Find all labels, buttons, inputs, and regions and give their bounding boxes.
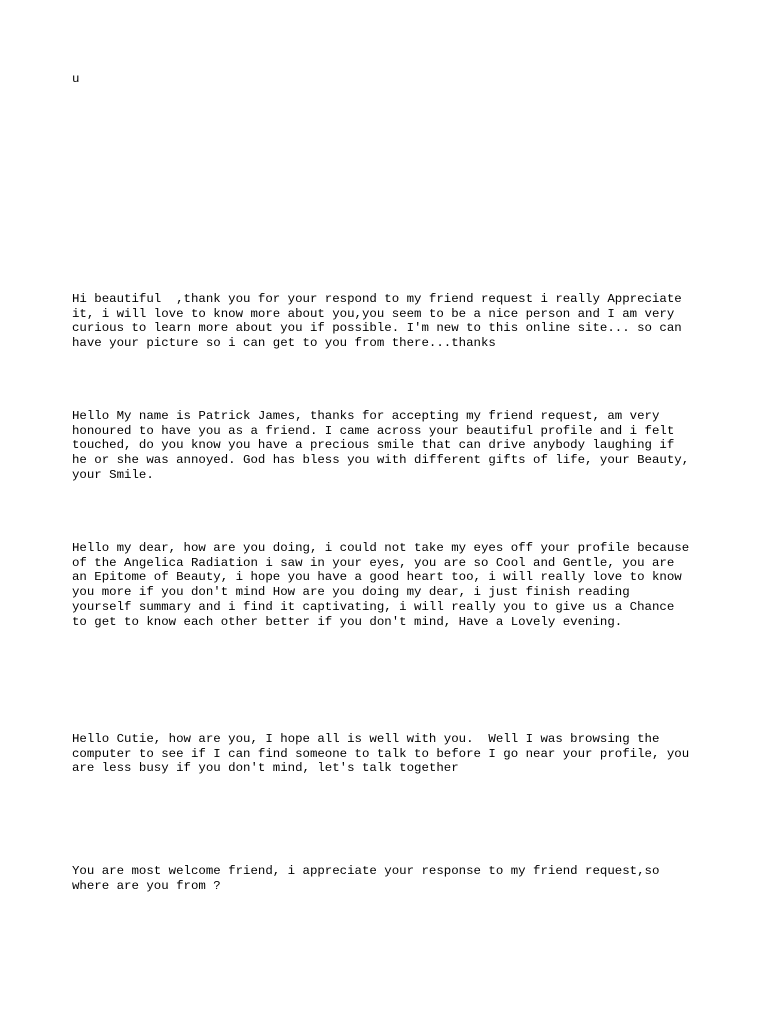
message-paragraph: Hi beautiful ,thank you for your respond to my friend request i really Appreciate it, i will love to know more about you,you seem to be a nice person and I am very curious to learn more about you if possible. I'm new to this online site... so can have your picture so i can get to you from there...thanks	[72, 292, 682, 351]
document-header-text: u	[72, 72, 80, 86]
message-paragraph: Hello Cutie, how are you, I hope all is well with you. Well I was browsing the computer to see if I can find someone to talk to before I go near your profile, you are less busy if you don't mind, let's talk together	[72, 732, 690, 776]
message-paragraph: Hello my dear, how are you doing, i could not take my eyes off your profile because of the Angelica Radiation i saw in your eyes, you are so Cool and Gentle, you are an Epitome of Beauty, i hope you have a good heart too, i will really love to know you more if you don't mind How are you doing my dear, i just finish reading yourself summary and i find it captivating, i will really you to give us a Chance to get to know each other better if you don't mind, Have a Lovely evening.	[72, 541, 690, 629]
message-paragraph: You are most welcome friend, i appreciate your response to my friend request,so where are you from ?	[72, 864, 660, 893]
message-paragraph: Hello My name is Patrick James, thanks for accepting my friend request, am very honoured to have you as a friend. I came across your beautiful profile and i felt touched, do you know you have a precious smile that can drive anybody laughing if he or she was annoyed. God has bless you with different gifts of life, your Beauty, your Smile.	[72, 409, 690, 482]
